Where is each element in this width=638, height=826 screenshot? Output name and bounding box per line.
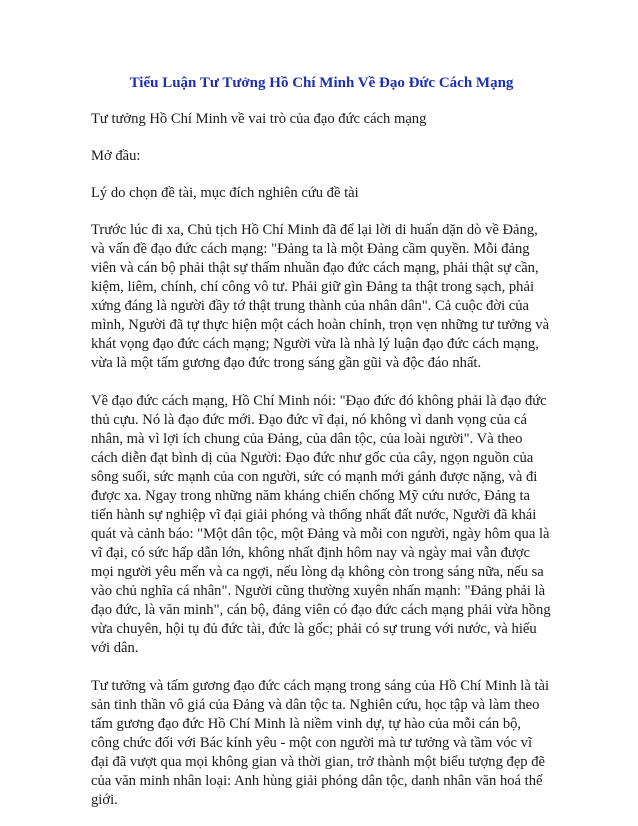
paragraph-body-2: Về đạo đức cách mạng, Hồ Chí Minh nói: "Đạo đức đó không phải là đạo đức thủ cựu. Nó là đạo đức mới. Đạo đức vĩ đại, nó không vì danh vọng của cá nhân, mà vì lợi ích chung của Đảng, của dân tộc, của loài người". Và theo cách diễn đạt bình dị của Người: Đạo đức như gốc của cây, ngọn nguồn của sông suối, sức mạnh của con người, sức có mạnh mới gánh được nặng, và đi được xa. Ngay trong những năm kháng chiến chống Mỹ cứu nước, Đảng ta tiến hành sự nghiệp vĩ đại giải phóng và thống nhất đất nước, Người đã khái quát và cảnh báo: "Một dân tộc, một Đảng và mỗi con người, ngày hôm qua là vĩ đại, có sức hấp dẫn lớn, không nhất định hôm nay và ngày mai vẫn được mọi người yêu mến và ca ngợi, nếu lòng dạ không còn trong sáng nữa, nếu sa vào chủ nghĩa cá nhân". Người cũng thường xuyên nhấn mạnh: "Đảng phải là đạo đức, là văn minh", cán bộ, đảng viên có đạo đức cách mạng phải vừa hồng vừa chuyên, hội tụ đủ đức tài, đức là gốc; phải có sự trung với nước, và hiếu với dân. — [91, 393, 551, 656]
document-title: Tiểu Luận Tư Tưởng Hồ Chí Minh Về Đạo Đức Cách Mạng — [129, 75, 514, 91]
paragraph-reason-heading: Lý do chọn đề tài, mục đích nghiên cứu đề tài — [91, 185, 359, 201]
paragraph-body-1: Trước lúc đi xa, Chủ tịch Hồ Chí Minh đã để lại lời di huấn dặn dò về Đảng, và vấn đề đạo đức cách mạng: "Đảng ta là một Đảng cầm quyền. Mỗi đảng viên và cán bộ phải thật sự thấm nhuần đạo đức cách mạng, phải thật sự cần, kiệm, liêm, chính, chí công vô tư. Phải giữ gìn Đảng ta thật trong sạch, phải xứng đáng là người đầy tớ thật trung thành của nhân dân". Cả cuộc đời của mình, Người đã tự thực hiện một cách hoàn chỉnh, trọn vẹn những tư tưởng và khát vọng đạo đức cách mạng; Người vừa là nhà lý luận đạo đức cách mạng, vừa là một tấm gương đạo đức trong sáng gần gũi và độc đáo nhất. — [91, 222, 550, 371]
paragraph-body-3: Tư tưởng và tấm gương đạo đức cách mạng trong sáng của Hồ Chí Minh là tài sản tinh thần vô giá của Đảng và dân tộc ta. Nghiên cứu, học tập và làm theo tấm gương đạo đức Hồ Chí Minh là niềm vinh dự, tự hào của mỗi cán bộ, công chức đối với Bác kính yêu - một con người mà tư tưởng và tầm vóc vĩ đại đã vượt qua mọi không gian và thời gian, trở thành một biểu tượng đẹp đẽ của văn minh nhân loại: Anh hùng giải phóng dân tộc, danh nhân văn hoá thế giới. — [91, 678, 550, 808]
paragraph-intro-heading: Mở đầu: — [91, 148, 141, 164]
paragraph-subtitle: Tư tưởng Hồ Chí Minh về vai trò của đạo đức cách mạng — [91, 111, 427, 127]
